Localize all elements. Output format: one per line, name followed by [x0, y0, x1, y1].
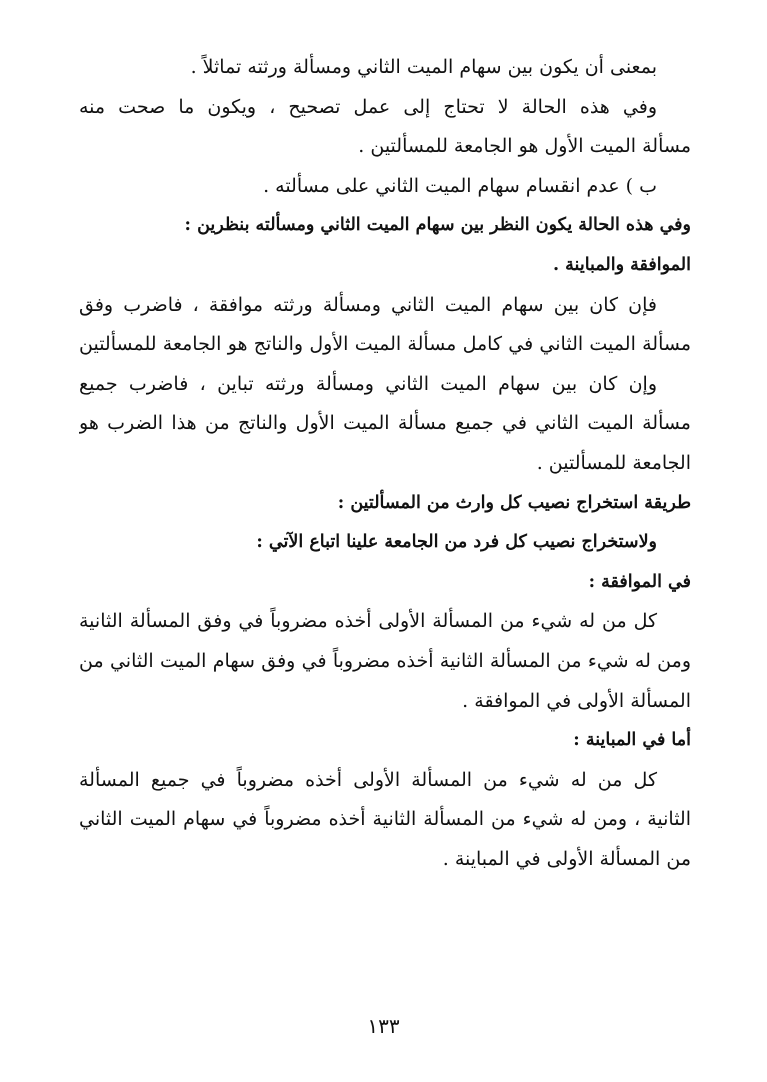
text-line-11: الجامعة للمسألتين .: [536, 451, 691, 474]
text-line-1: بمعنى أن يكون بين سهام الميت الثاني ومسألة ورثته تماثلاً .: [190, 56, 657, 78]
text-line-7: فإن كان بين سهام الميت الثاني ومسألة ورثته موافقة ، فاضرب وفق: [79, 293, 657, 316]
section-heading-extraction: طريقة استخراج نصيب كل وارث من المسألتين :: [337, 492, 691, 513]
text-line-4: ب ) عدم انقسام سهام الميت الثاني على مسألته .: [263, 174, 657, 197]
section-heading-agreement: في الموافقة :: [588, 571, 691, 592]
text-line-20: الثانية ، ومن له شيء من المسألة الثانية أخذه مضروباً في سهام الميت الثاني: [79, 808, 691, 831]
text-line-17: المسألة الأولى في الموافقة .: [462, 689, 691, 712]
text-line-2: وفي هذه الحالة لا تحتاج إلى عمل تصحيح ، ويكون ما صحت منه: [79, 95, 657, 118]
text-line-6: الموافقة والمباينة .: [552, 254, 691, 275]
text-line-5: وفي هذه الحالة يكون النظر بين سهام الميت الثاني ومسألته بنظرين :: [184, 215, 691, 236]
section-heading-divergence: أما في المباينة :: [573, 730, 691, 751]
text-line-10: مسألة الميت الثاني في جميع مسألة الميت الأول والناتج من هذا الضرب هو: [79, 412, 691, 435]
body-text: [79, 48, 691, 879]
text-line-13: ولاستخراج نصيب كل فرد من الجامعة علينا اتباع الآتي :: [256, 532, 657, 553]
text-line-21: من المسألة الأولى في المباينة .: [442, 847, 691, 870]
text-line-3: مسألة الميت الأول هو الجامعة للمسألتين .: [358, 135, 691, 158]
text-line-9: وإن كان بين سهام الميت الثاني ومسألة ورثته تباين ، فاضرب جميع: [79, 372, 657, 395]
text-line-8: مسألة الميت الثاني في كامل مسألة الميت الأول والناتج هو الجامعة للمسألتين: [79, 333, 691, 356]
text-line-16: ومن له شيء من المسألة الثانية أخذه مضروباً في وفق سهام الميت الثاني من: [79, 649, 691, 672]
text-line-15: كل من له شيء من المسألة الأولى أخذه مضروباً في وفق المسألة الثانية: [79, 610, 657, 633]
page-number: ١٣٣: [367, 1014, 400, 1038]
text-line-19: كل من له شيء من المسألة الأولى أخذه مضروباً في جميع المسألة: [79, 768, 657, 791]
